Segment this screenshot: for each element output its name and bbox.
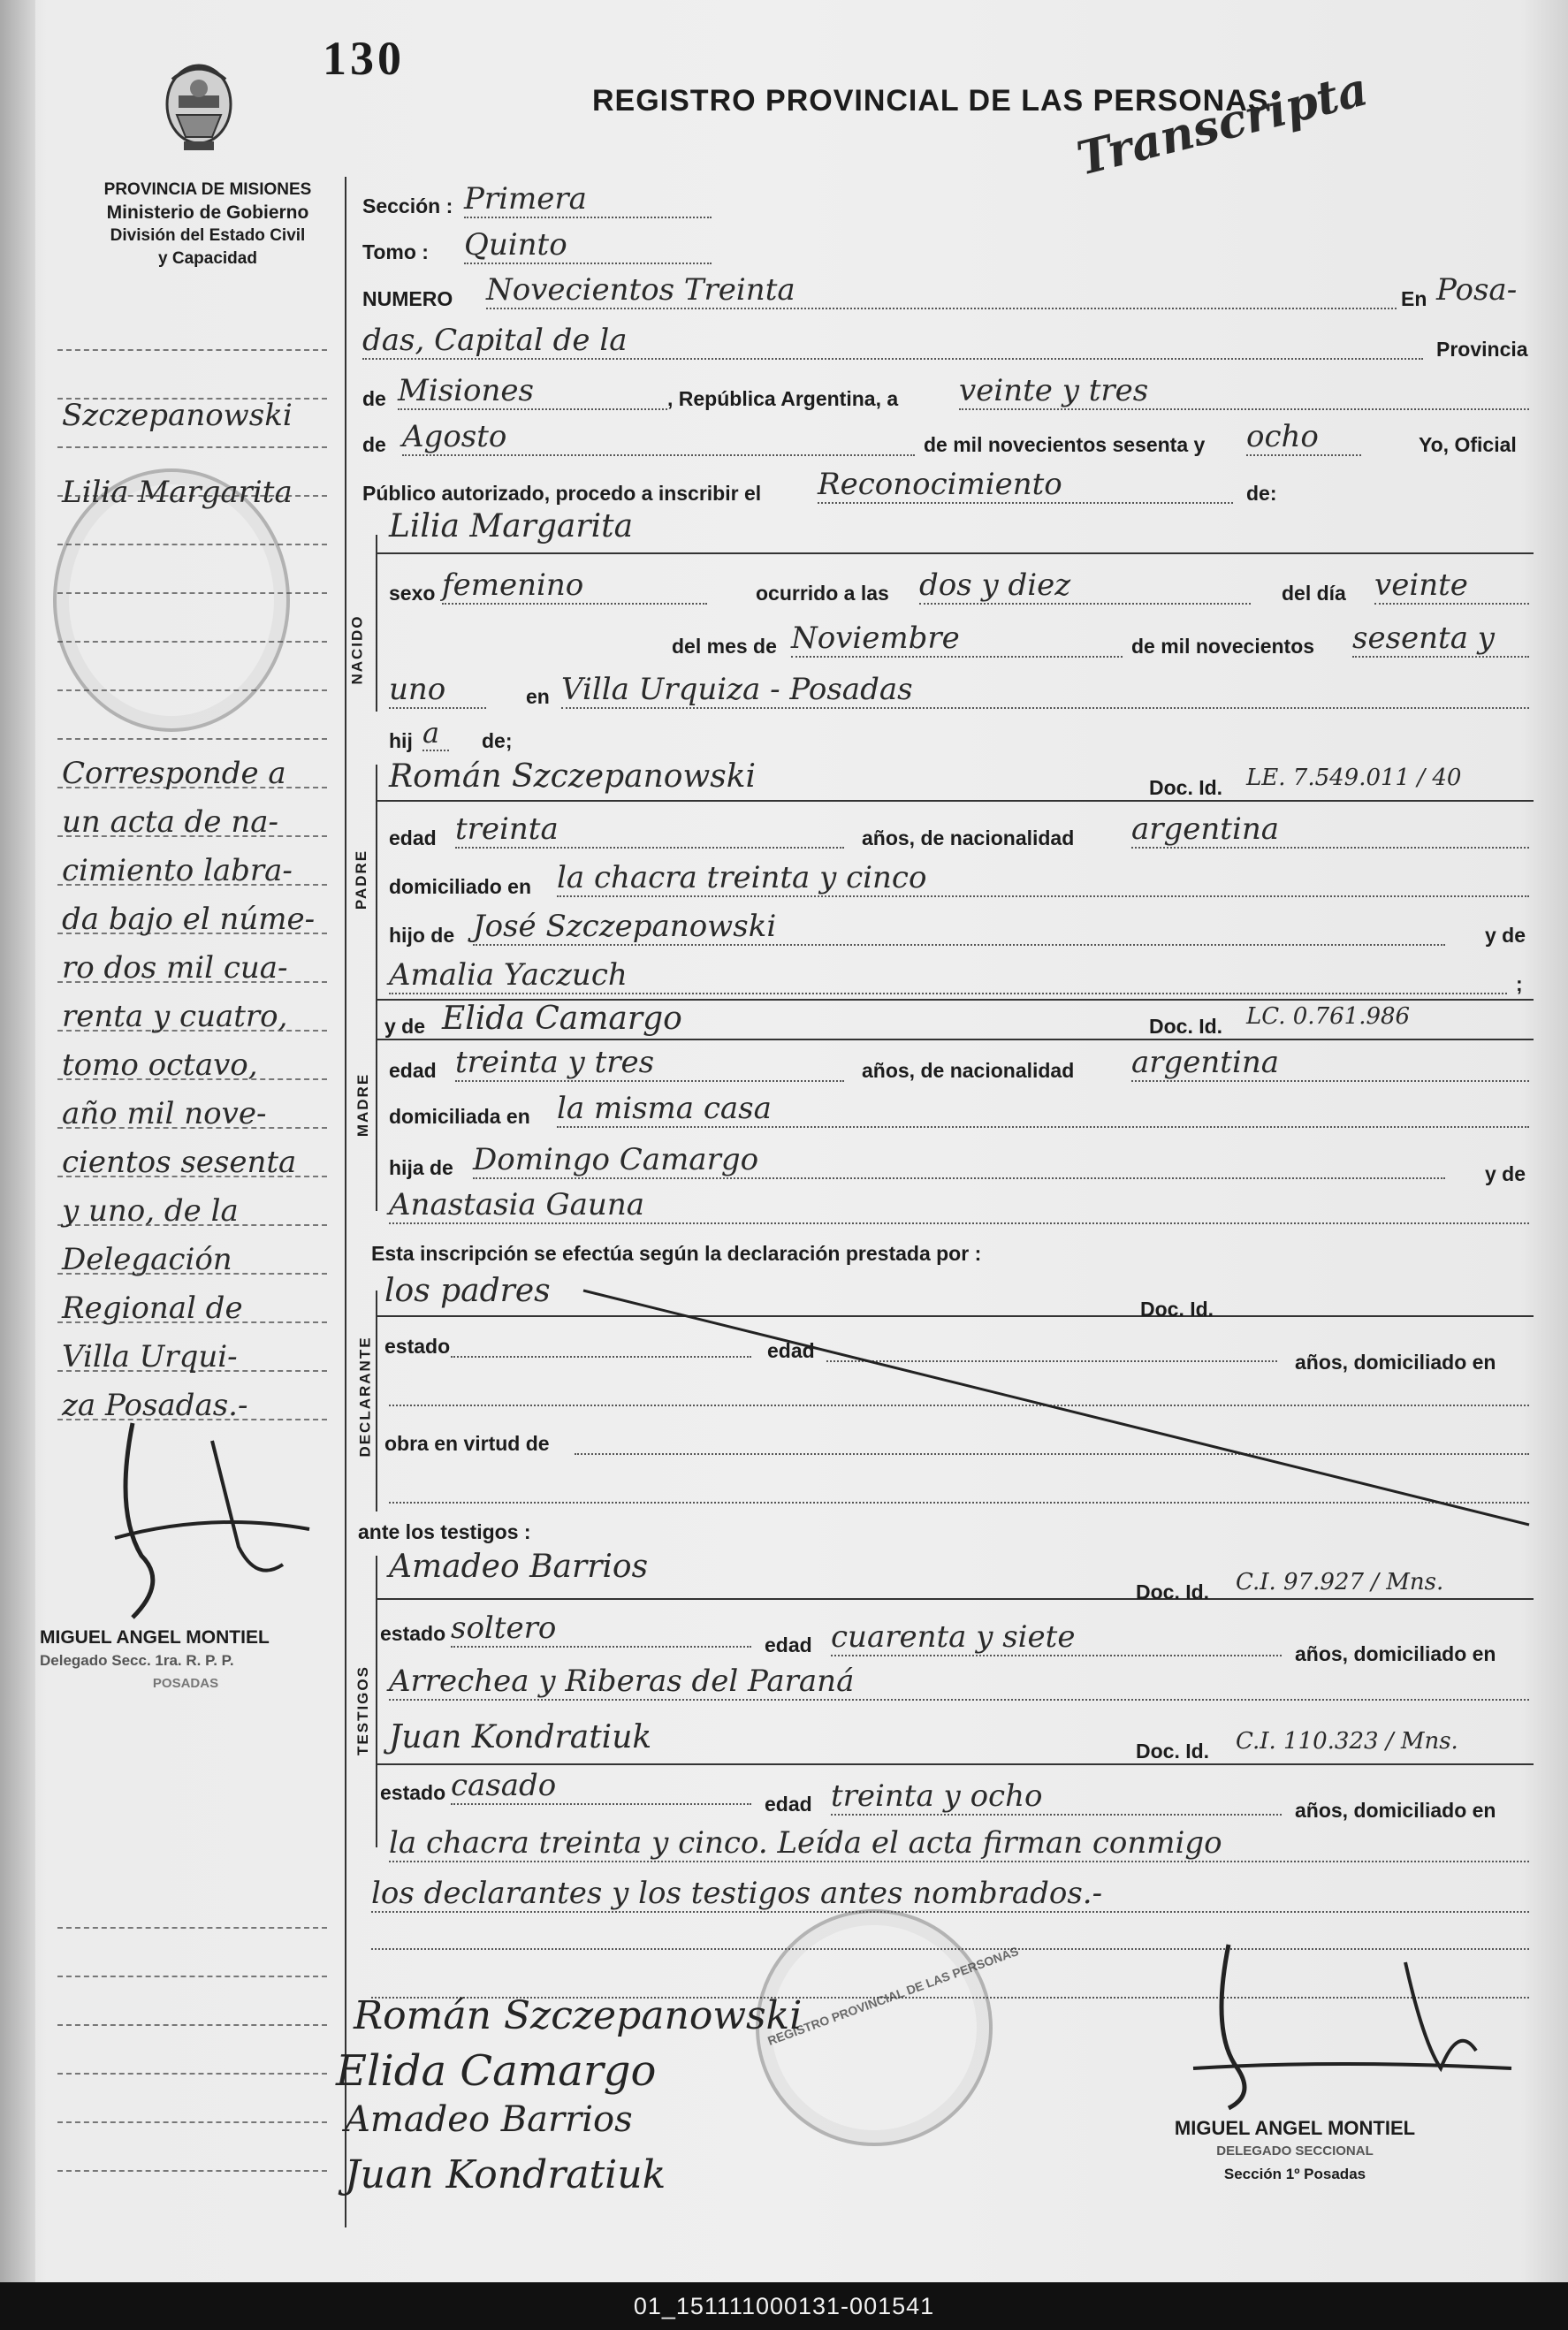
- label-y-de2: y de: [384, 1015, 426, 1038]
- label-ante: ante los testigos :: [358, 1520, 531, 1543]
- value-madre-edad: treinta y tres: [455, 1045, 844, 1082]
- label-testigo2-doc: Doc. Id.: [1136, 1740, 1210, 1763]
- value-seccion: Primera: [464, 181, 712, 218]
- value-mes: Agosto: [402, 419, 915, 456]
- label-madre-edad: edad: [389, 1059, 437, 1082]
- label-padre-hijo-de: hijo de: [389, 924, 455, 947]
- label-madre-doc: Doc. Id.: [1149, 1015, 1223, 1038]
- value-testigo2-estado: casado: [451, 1768, 751, 1805]
- label-de-mil: de mil novecientos sesenta y: [924, 433, 1206, 456]
- label-yo-oficial: Yo, Oficial: [1419, 433, 1517, 456]
- margin-rule: [57, 2073, 327, 2075]
- value-madre-nac: argentina: [1131, 1045, 1529, 1082]
- value-declarante: los padres: [384, 1273, 551, 1309]
- section-rule: [376, 1039, 1534, 1040]
- value-madre-doc: LC. 0.761.986: [1246, 1003, 1411, 1030]
- label-madre-dom: domiciliada en: [389, 1105, 530, 1128]
- label-padre-doc: Doc. Id.: [1149, 776, 1223, 799]
- margin-surname: Szczepanowski: [62, 398, 293, 433]
- label-declarante-doc: Doc. Id.: [1140, 1298, 1214, 1321]
- label-madre-hija-de: hija de: [389, 1156, 453, 1179]
- margin-note-line: da bajo el núme-: [62, 902, 316, 937]
- label-de-semi: de;: [482, 729, 513, 752]
- value-padre-padre: José Szczepanowski: [473, 909, 1445, 946]
- label-padre: PADRE: [353, 849, 370, 910]
- value-mes-nac: Noviembre: [791, 621, 1123, 658]
- margin-note-line: tomo octavo,: [62, 1047, 258, 1083]
- label-madre-y-de: y de: [1485, 1162, 1526, 1185]
- value-madre-padre: Domingo Camargo: [473, 1142, 1445, 1179]
- value-testigo2-dom: la chacra treinta y cinco. Leída el acta firman conmigo: [389, 1825, 1529, 1862]
- label-semicolon: ;: [1516, 972, 1523, 995]
- header-left-line1: PROVINCIA DE MISIONES: [103, 180, 312, 199]
- document-title: REGISTRO PROVINCIAL DE LAS PERSONAS: [592, 84, 1269, 118]
- label-del-dia: del día: [1282, 582, 1346, 605]
- label-del-mes: del mes de: [672, 635, 777, 658]
- value-hij-suffix: a: [422, 716, 449, 751]
- value-madre-nombre: Elida Camargo: [442, 1001, 682, 1037]
- label-en2: en: [526, 685, 550, 708]
- label-testigo2-estado: estado: [380, 1781, 446, 1804]
- label-declarante-edad: edad: [767, 1339, 815, 1362]
- label-declarante-estado: estado: [384, 1335, 451, 1358]
- margin-rule: [57, 2121, 327, 2123]
- image-id-footer: 01_151111000131-001541: [0, 2282, 1568, 2330]
- margin-rule: [57, 1976, 327, 1977]
- value-anio-nac-b: uno: [389, 672, 486, 709]
- section-rule: [376, 800, 1534, 802]
- label-nacido: NACIDO: [348, 614, 366, 685]
- official-right-name: MIGUEL ANGEL MONTIEL: [1174, 2117, 1416, 2139]
- section-divider: [376, 535, 377, 712]
- value-testigo2-edad: treinta y ocho: [831, 1778, 1282, 1816]
- label-provincia: Provincia: [1436, 338, 1528, 361]
- value-lugar-nac: Villa Urquiza - Posadas: [561, 672, 1529, 709]
- value-numero: Novecientos Treinta: [486, 272, 1397, 309]
- label-testigo1-doc: Doc. Id.: [1136, 1580, 1210, 1603]
- value-madre-dom: la misma casa: [557, 1091, 1529, 1128]
- value-testigo2-doc: C.I. 110.323 / Mns.: [1236, 1728, 1458, 1755]
- value-acto: Reconocimiento: [818, 467, 1233, 504]
- signature-2: Elida Camargo: [336, 2046, 657, 2096]
- coat-of-arms-icon: [159, 53, 239, 159]
- label-de2: de: [362, 433, 386, 456]
- margin-note-line: ro dos mil cua-: [62, 950, 288, 986]
- value-dia-nac: veinte: [1374, 567, 1529, 605]
- header-left-line3: División del Estado Civil: [110, 226, 306, 245]
- label-declarante-anos: años, domiciliado en: [1295, 1351, 1496, 1374]
- overwrite-note: Transcripta: [1071, 62, 1374, 187]
- value-testigo1-doc: C.I. 97.927 / Mns.: [1236, 1569, 1444, 1595]
- margin-rule: [57, 349, 327, 351]
- section-rule: [376, 1763, 1534, 1765]
- label-padre-edad: edad: [389, 826, 437, 849]
- label-de: de: [362, 387, 386, 410]
- official-right-place: Sección 1º Posadas: [1223, 2166, 1366, 2182]
- section-divider: [376, 999, 377, 1211]
- value-nombre: Lilia Margarita: [389, 508, 634, 544]
- section-rule: [376, 1598, 1534, 1600]
- official-left-place: POSADAS: [152, 1676, 219, 1691]
- section-divider: [376, 1291, 377, 1511]
- value-testigo1-estado: soltero: [451, 1610, 751, 1648]
- official-left-role: Delegado Secc. 1ra. R. P. P.: [40, 1652, 234, 1669]
- margin-rule: [57, 738, 327, 740]
- label-tomo: Tomo :: [362, 240, 429, 263]
- label-numero: NUMERO: [362, 287, 453, 310]
- label-testigo2-anos: años, domiciliado en: [1295, 1799, 1496, 1822]
- cancel-diagonal: [380, 1282, 1534, 1529]
- value-padre-edad: treinta: [455, 811, 844, 849]
- label-testigo1-anos: años, domiciliado en: [1295, 1642, 1496, 1665]
- official-left-name: MIGUEL ANGEL MONTIEL: [40, 1627, 270, 1648]
- margin-note-line: za Posadas.-: [62, 1388, 248, 1423]
- signature-1: Román Szczepanowski: [354, 1993, 803, 2038]
- value-tomo: Quinto: [464, 227, 712, 264]
- value-padre-doc: LE. 7.549.011 / 40: [1246, 765, 1462, 791]
- value-provincia: Misiones: [398, 373, 667, 410]
- value-padre-nombre: Román Szczepanowski: [389, 758, 757, 795]
- section-rule: [376, 552, 1534, 554]
- label-padre-nac: años, de nacionalidad: [862, 826, 1075, 849]
- label-testigo1-estado: estado: [380, 1622, 446, 1645]
- margin-signature: [80, 1405, 336, 1635]
- value-anio-nac-a: sesenta y: [1352, 621, 1529, 658]
- value-hora: dos y diez: [919, 567, 1251, 605]
- label-declarante: DECLARANTE: [356, 1336, 374, 1458]
- margin-note-line: renta y cuatro,: [62, 999, 288, 1034]
- header-left: [66, 179, 349, 270]
- label-seccion: Sección :: [362, 194, 453, 217]
- margin-divider: [345, 177, 346, 2227]
- official-stamp-text: REGISTRO PROVINCIAL DE LAS PERSONAS: [765, 1944, 1021, 2048]
- label-testigo2-edad: edad: [765, 1793, 812, 1816]
- page-number: 130: [323, 32, 405, 85]
- margin-note-line: Corresponde a: [62, 756, 286, 791]
- margin-rule: [57, 2024, 327, 2026]
- official-left-block: [40, 1626, 331, 1695]
- label-madre: MADRE: [354, 1072, 372, 1138]
- label-ocurrido: ocurrido a las: [756, 582, 889, 605]
- label-padre-dom: domiciliado en: [389, 875, 532, 898]
- label-testigos: TESTIGOS: [354, 1665, 371, 1755]
- official-right-block: [1109, 2117, 1480, 2186]
- label-padre-y-de: y de: [1485, 924, 1526, 947]
- label-de-mil2: de mil novecientos: [1131, 635, 1315, 658]
- value-anio: ocho: [1246, 419, 1361, 456]
- label-testigo1-edad: edad: [765, 1633, 812, 1656]
- margin-note-line: Regional de: [62, 1291, 243, 1326]
- official-right-role: DELEGADO SECCIONAL: [1216, 2143, 1374, 2159]
- value-testigo2: Juan Kondratiuk: [389, 1719, 652, 1755]
- value-lugar-a: Posa-: [1436, 272, 1518, 308]
- signature-4: Juan Kondratiuk: [345, 2152, 666, 2197]
- margin-note-line: cimiento labra-: [62, 853, 293, 888]
- margin-note-line: y uno, de la: [62, 1193, 239, 1229]
- header-left-line2: Ministerio de Gobierno: [106, 202, 309, 223]
- margin-note-line: Delegación: [62, 1242, 232, 1277]
- value-sexo: femenino: [442, 567, 707, 605]
- label-madre-nac: años, de nacionalidad: [862, 1059, 1075, 1082]
- value-dia: veinte y tres: [959, 373, 1529, 410]
- margin-rule: [57, 446, 327, 448]
- margin-note-line: Villa Urqui-: [62, 1339, 238, 1374]
- value-padre-dom: la chacra treinta y cinco: [557, 860, 1529, 897]
- value-lugar-b: das, Capital de la: [362, 323, 1423, 360]
- label-republica: , República Argentina, a: [667, 387, 899, 410]
- label-sexo: sexo: [389, 582, 436, 605]
- signature-3: Amadeo Barrios: [345, 2099, 633, 2140]
- official-signature: [1176, 1936, 1529, 2113]
- margin-note-line: año mil nove-: [62, 1096, 267, 1131]
- value-padre-nac: argentina: [1131, 811, 1529, 849]
- value-testigo1-edad: cuarenta y siete: [831, 1619, 1282, 1656]
- margin-rule: [57, 2170, 327, 2172]
- margin-note-line: un acta de na-: [62, 804, 279, 840]
- label-publico: Público autorizado, procedo a inscribir el: [362, 482, 762, 505]
- header-left-line4: y Capacidad: [158, 249, 257, 268]
- margin-given-name: Lilia Margarita: [62, 475, 293, 510]
- value-testigo1-dom: Arrechea y Riberas del Paraná: [389, 1664, 1529, 1701]
- label-inscripcion: Esta inscripción se efectúa según la declaración prestada por :: [371, 1242, 982, 1265]
- label-hij: hij: [389, 729, 413, 752]
- value-madre-madre: Anastasia Gauna: [389, 1187, 1529, 1224]
- value-testigo1: Amadeo Barrios: [389, 1549, 649, 1585]
- margin-note-line: cientos sesenta: [62, 1145, 297, 1180]
- value-cierre: los declarantes y los testigos antes nombrados.-: [371, 1876, 1529, 1913]
- label-en: En: [1401, 287, 1427, 310]
- label-de-colon: de:: [1246, 482, 1277, 505]
- label-obra: obra en virtud de: [384, 1432, 550, 1455]
- value-padre-madre: Amalia Yaczuch: [389, 957, 1507, 994]
- margin-rule: [57, 1927, 327, 1929]
